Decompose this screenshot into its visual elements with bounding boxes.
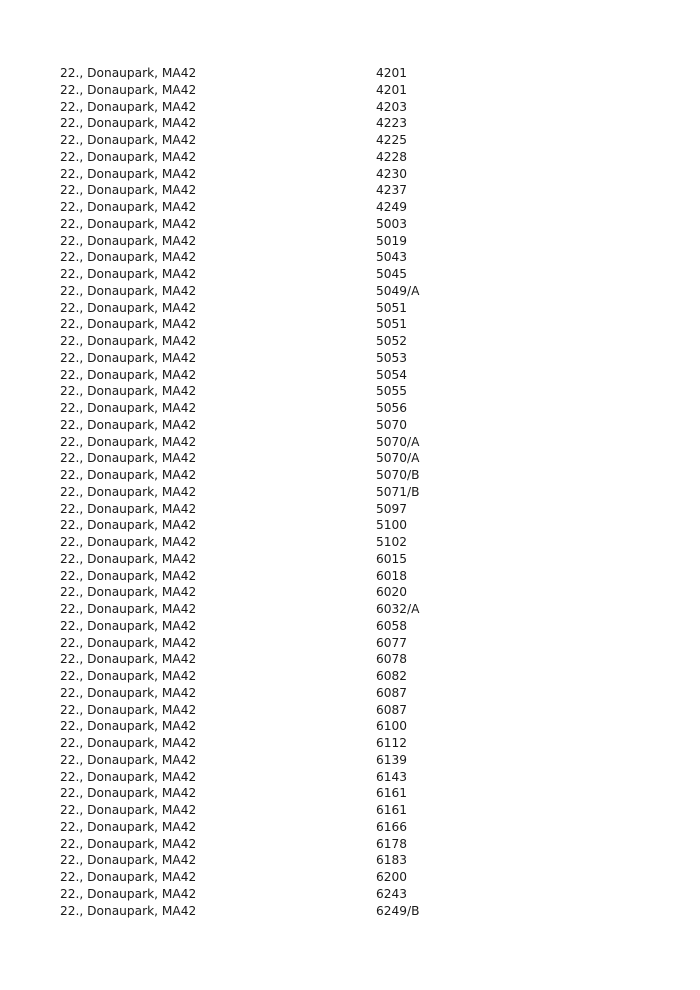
location-cell: 22., Donaupark, MA42 — [60, 166, 197, 181]
number-cell: 6161 — [376, 803, 408, 817]
number-cell: 4237 — [376, 183, 408, 198]
table-row — [60, 450, 480, 467]
table-row — [60, 769, 480, 786]
location-cell: 22., Donaupark, MA42 — [60, 752, 197, 767]
number-cell: 5055 — [376, 384, 408, 399]
table-row — [60, 115, 480, 132]
table-row — [60, 199, 480, 216]
location-cell: 22., Donaupark, MA42 — [60, 66, 197, 80]
location-cell: 22., Donaupark, MA42 — [60, 602, 197, 616]
location-cell: 22., Donaupark, MA42 — [60, 551, 197, 566]
table-row — [60, 802, 480, 819]
table-row — [60, 400, 480, 417]
location-cell: 22., Donaupark, MA42 — [60, 451, 197, 466]
number-cell: 5070 — [376, 417, 408, 432]
number-cell: 6018 — [376, 568, 408, 583]
number-cell: 6178 — [376, 836, 408, 851]
location-cell: 22., Donaupark, MA42 — [60, 200, 197, 214]
number-cell: 5051 — [376, 300, 408, 315]
table-row — [60, 685, 480, 702]
number-cell: 5019 — [376, 233, 408, 248]
location-cell: 22., Donaupark, MA42 — [60, 250, 197, 265]
location-cell: 22., Donaupark, MA42 — [60, 618, 197, 633]
number-cell: 4203 — [376, 99, 408, 114]
table-row — [60, 182, 480, 199]
location-cell: 22., Donaupark, MA42 — [60, 384, 197, 399]
number-cell: 6015 — [376, 551, 408, 566]
location-cell: 22., Donaupark, MA42 — [60, 685, 197, 700]
table-row — [60, 551, 480, 568]
table-row — [60, 350, 480, 367]
table-row — [60, 601, 480, 618]
location-cell: 22., Donaupark, MA42 — [60, 484, 197, 499]
location-cell: 22., Donaupark, MA42 — [60, 853, 197, 868]
location-cell: 22., Donaupark, MA42 — [60, 501, 197, 516]
table-row — [60, 166, 480, 183]
number-cell: 5053 — [376, 350, 408, 365]
number-cell: 6249/B — [376, 903, 420, 918]
table-row — [60, 383, 480, 400]
number-cell: 4249 — [376, 200, 408, 214]
table-row — [60, 283, 480, 300]
location-cell: 22., Donaupark, MA42 — [60, 903, 197, 918]
table-row — [60, 233, 480, 250]
location-cell: 22., Donaupark, MA42 — [60, 786, 197, 801]
location-cell: 22., Donaupark, MA42 — [60, 836, 197, 851]
location-number-table — [60, 65, 480, 919]
table-row — [60, 266, 480, 283]
number-cell: 6243 — [376, 886, 408, 901]
table-row — [60, 417, 480, 434]
number-cell: 6166 — [376, 819, 408, 834]
number-cell: 4228 — [376, 149, 408, 164]
number-cell: 6032/A — [376, 602, 420, 616]
number-cell: 5052 — [376, 334, 408, 348]
number-cell: 6020 — [376, 585, 408, 600]
table-row — [60, 99, 480, 116]
number-cell: 5043 — [376, 250, 408, 265]
table-row — [60, 702, 480, 719]
number-cell: 4230 — [376, 166, 408, 181]
location-cell: 22., Donaupark, MA42 — [60, 116, 197, 131]
table-row — [60, 584, 480, 601]
number-cell: 6087 — [376, 685, 408, 700]
table-row — [60, 367, 480, 384]
number-cell: 5100 — [376, 518, 408, 533]
table-row — [60, 517, 480, 534]
number-cell: 5070/A — [376, 451, 420, 466]
location-cell: 22., Donaupark, MA42 — [60, 568, 197, 583]
location-cell: 22., Donaupark, MA42 — [60, 702, 197, 717]
number-cell: 5102 — [376, 535, 408, 549]
location-cell: 22., Donaupark, MA42 — [60, 736, 197, 750]
location-cell: 22., Donaupark, MA42 — [60, 267, 197, 281]
location-cell: 22., Donaupark, MA42 — [60, 535, 197, 549]
table-row — [60, 836, 480, 853]
number-cell: 5070/B — [376, 468, 420, 482]
location-cell: 22., Donaupark, MA42 — [60, 803, 197, 817]
number-cell: 6100 — [376, 719, 408, 734]
table-row — [60, 635, 480, 652]
number-cell: 6082 — [376, 669, 408, 683]
location-cell: 22., Donaupark, MA42 — [60, 99, 197, 114]
location-cell: 22., Donaupark, MA42 — [60, 334, 197, 348]
table-row — [60, 735, 480, 752]
number-cell: 5056 — [376, 401, 408, 415]
table-row — [60, 467, 480, 484]
location-cell: 22., Donaupark, MA42 — [60, 417, 197, 432]
location-cell: 22., Donaupark, MA42 — [60, 819, 197, 834]
number-cell: 5003 — [376, 216, 408, 231]
table-row — [60, 668, 480, 685]
number-cell: 5070/A — [376, 434, 420, 449]
number-cell: 6077 — [376, 635, 408, 650]
number-cell: 6087 — [376, 702, 408, 717]
location-cell: 22., Donaupark, MA42 — [60, 870, 197, 884]
table-row — [60, 132, 480, 149]
location-cell: 22., Donaupark, MA42 — [60, 652, 197, 667]
number-cell: 5049/A — [376, 283, 420, 298]
table-row — [60, 484, 480, 501]
table-row — [60, 316, 480, 333]
table-row — [60, 65, 480, 82]
table-row — [60, 434, 480, 451]
table-row — [60, 718, 480, 735]
location-cell: 22., Donaupark, MA42 — [60, 518, 197, 533]
number-cell: 4223 — [376, 116, 408, 131]
table-row — [60, 903, 480, 920]
table-row — [60, 785, 480, 802]
location-cell: 22., Donaupark, MA42 — [60, 82, 197, 97]
table-row — [60, 886, 480, 903]
number-cell: 6139 — [376, 752, 408, 767]
number-cell: 5054 — [376, 367, 408, 382]
number-cell: 4201 — [376, 66, 408, 80]
location-cell: 22., Donaupark, MA42 — [60, 317, 197, 332]
location-cell: 22., Donaupark, MA42 — [60, 133, 197, 147]
location-cell: 22., Donaupark, MA42 — [60, 216, 197, 231]
table-row — [60, 534, 480, 551]
location-cell: 22., Donaupark, MA42 — [60, 149, 197, 164]
table-row — [60, 216, 480, 233]
location-cell: 22., Donaupark, MA42 — [60, 719, 197, 734]
number-cell: 5097 — [376, 501, 408, 516]
number-cell: 6183 — [376, 853, 408, 868]
table-row — [60, 333, 480, 350]
table-row — [60, 819, 480, 836]
number-cell: 6112 — [376, 736, 408, 750]
number-cell: 6161 — [376, 786, 408, 801]
table-row — [60, 618, 480, 635]
location-cell: 22., Donaupark, MA42 — [60, 350, 197, 365]
table-row — [60, 82, 480, 99]
number-cell: 5045 — [376, 267, 408, 281]
table-row — [60, 651, 480, 668]
location-cell: 22., Donaupark, MA42 — [60, 183, 197, 198]
location-cell: 22., Donaupark, MA42 — [60, 468, 197, 482]
number-cell: 5051 — [376, 317, 408, 332]
number-cell: 6058 — [376, 618, 408, 633]
table-row — [60, 852, 480, 869]
location-cell: 22., Donaupark, MA42 — [60, 401, 197, 415]
number-cell: 6078 — [376, 652, 408, 667]
location-cell: 22., Donaupark, MA42 — [60, 669, 197, 683]
location-cell: 22., Donaupark, MA42 — [60, 635, 197, 650]
table-row — [60, 149, 480, 166]
location-cell: 22., Donaupark, MA42 — [60, 886, 197, 901]
table-row — [60, 300, 480, 317]
number-cell: 6200 — [376, 870, 408, 884]
location-cell: 22., Donaupark, MA42 — [60, 300, 197, 315]
location-cell: 22., Donaupark, MA42 — [60, 585, 197, 600]
location-cell: 22., Donaupark, MA42 — [60, 283, 197, 298]
table-row — [60, 249, 480, 266]
number-cell: 6143 — [376, 769, 408, 784]
number-cell: 4225 — [376, 133, 408, 147]
table-row — [60, 752, 480, 769]
location-cell: 22., Donaupark, MA42 — [60, 434, 197, 449]
number-cell: 4201 — [376, 82, 408, 97]
number-cell: 5071/B — [376, 484, 420, 499]
table-row — [60, 869, 480, 886]
location-cell: 22., Donaupark, MA42 — [60, 367, 197, 382]
table-row — [60, 501, 480, 518]
location-cell: 22., Donaupark, MA42 — [60, 769, 197, 784]
table-row — [60, 568, 480, 585]
location-cell: 22., Donaupark, MA42 — [60, 233, 197, 248]
